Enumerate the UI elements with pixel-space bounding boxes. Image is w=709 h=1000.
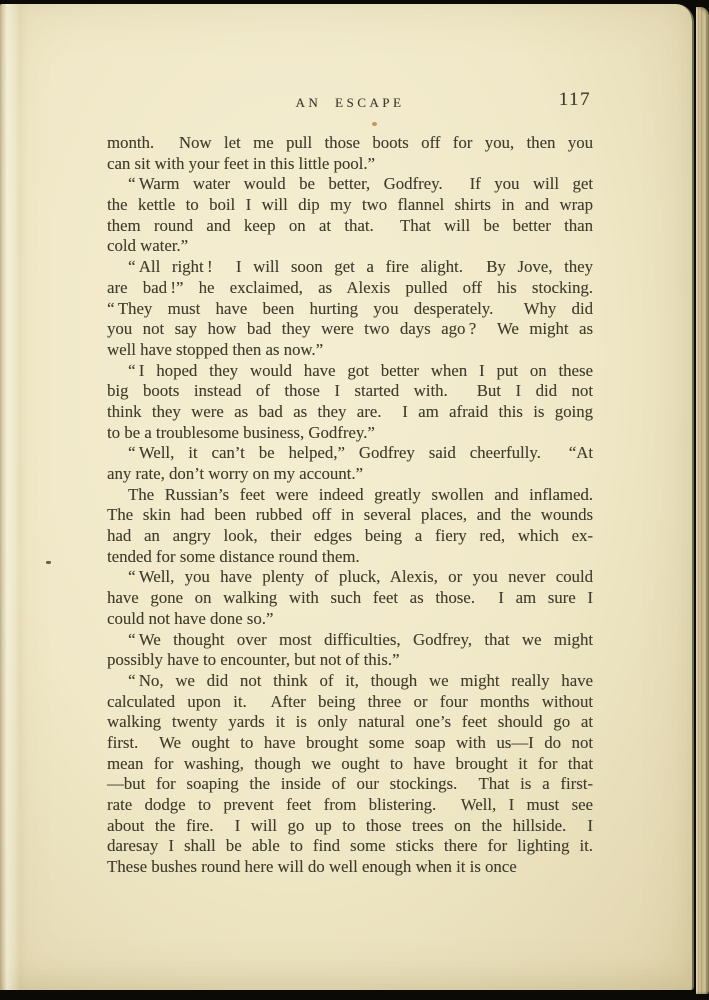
text-line: “ They must have been hurting you desperately. Why did (107, 298, 593, 318)
text-line: These bushes round here will do well enough when it is once (107, 857, 517, 877)
text-line: “ Well, you have plenty of pluck, Alexis, or you never could (128, 567, 593, 587)
text-line: —but for soaping the inside of our stockings. That is a first- (107, 774, 593, 794)
paragraph (107, 671, 593, 878)
text-line: “ All right ! I will soon get a fire alight. By Jove, they (128, 257, 593, 277)
text-line: walking twenty yards it is only natural one’s feet should go at (107, 712, 593, 732)
paragraph (107, 174, 593, 257)
text-line: “ Warm water would be better, Godfrey. If you will get (128, 174, 593, 194)
text-line: first. We ought to have brought some soap with us—I do not (107, 732, 593, 752)
text-line: “ No, we did not think of it, though we might really have (128, 670, 593, 690)
page-text (107, 133, 593, 878)
text-line: “ Well, it can’t be helped,” Godfrey said cheerfully. “At (128, 443, 593, 463)
running-title: AN ESCAPE (295, 95, 405, 110)
text-line: tended for some distance round them. (107, 546, 360, 566)
text-line: can sit with your feet in this little pool.” (107, 153, 375, 173)
text-line: possibly have to encounter, but not of this.” (107, 650, 400, 670)
text-line: any rate, don’t worry on my account.” (107, 464, 363, 483)
text-line: calculated upon it. After being three or four months without (107, 691, 593, 711)
paragraph (107, 443, 593, 484)
paragraph (107, 361, 593, 444)
text-line: the kettle to boil I will dip my two flannel shirts in and wrap (107, 195, 593, 215)
text-line: have gone on walking with such feet as those. I am sure I (107, 588, 593, 608)
page-number: 117 (558, 89, 591, 110)
text-line: think they were as bad as they are. I am afraid this is going (107, 401, 593, 421)
text-line: “ I hoped they would have got better when I put on these (128, 360, 593, 380)
book-page-edges (696, 7, 709, 994)
book-page (0, 4, 694, 990)
text-line: could not have done so.” (107, 608, 274, 628)
text-line: had an angry look, their edges being a fiery red, which ex- (107, 526, 593, 546)
text-line: big boots instead of those I started with. But I did not (107, 381, 593, 401)
text-line: are bad !” he exclaimed, as Alexis pulled off his stocking. (107, 277, 593, 297)
text-line: The skin had been rubbed off in several places, and the wounds (107, 505, 593, 525)
text-line: month. Now let me pull those boots off for you, then you (107, 133, 593, 152)
text-line: well have stopped then as now.” (107, 339, 324, 359)
page-header (107, 88, 593, 114)
text-line: about the fire. I will go up to those trees on the hillside. I (107, 815, 593, 835)
paragraph (107, 567, 593, 629)
paragraph (107, 257, 593, 360)
text-line: rate dodge to prevent feet from blistering. Well, I must see (107, 795, 593, 814)
text-line: cold water.” (107, 236, 189, 256)
text-line: them round and keep on at that. That will be better than (107, 215, 593, 235)
paragraph (107, 630, 593, 671)
text-line: you not say how bad they were two days ago ? We might as (107, 319, 593, 339)
text-line: to be a troublesome business, Godfrey.” (107, 422, 375, 442)
text-line: mean for washing, though we ought to have brought it for that (107, 753, 593, 773)
paragraph (107, 133, 593, 174)
text-line: daresay I shall be able to find some sticks there for lighting it. (107, 836, 593, 856)
paragraph (107, 485, 593, 568)
text-line: “ We thought over most difficulties, Godfrey, that we might (128, 629, 593, 649)
text-line: The Russian’s feet were indeed greatly swollen and inflamed. (128, 484, 593, 504)
